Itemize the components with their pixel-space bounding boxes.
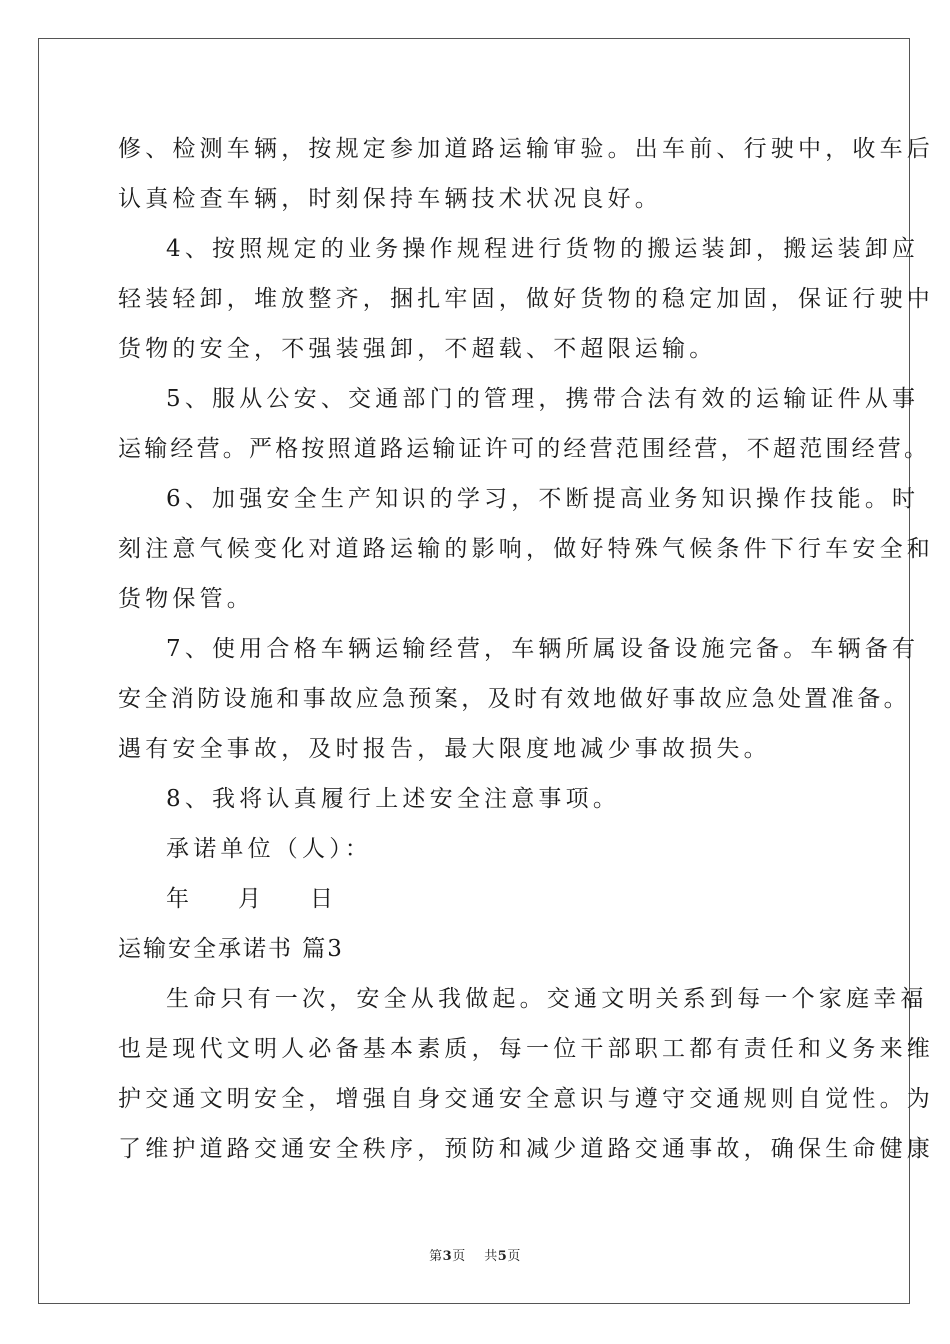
text-line: 货物保管。 [118, 586, 254, 612]
text-line: 安全消防设施和事故应急预案，及时有效地做好事故应急处置准备。 [118, 686, 910, 712]
text-line: 6、加强安全生产知识的学习，不断提高业务知识操作技能。时 [166, 486, 920, 512]
text-line: 护交通文明安全，增强自身交通安全意识与遵守交通规则自觉性。为 [118, 1086, 934, 1112]
paragraph-item-4 [118, 224, 934, 374]
text-line: 认真检查车辆，时刻保持车辆技术状况良好。 [118, 186, 662, 212]
date-year: 年 [166, 886, 189, 912]
date-month: 月 [238, 886, 261, 912]
section-heading: 运输安全承诺书 篇3 [118, 936, 344, 962]
paragraph-item-5 [118, 374, 931, 474]
paragraph-continuation [118, 124, 934, 224]
text-line: 修、检测车辆，按规定参加道路运输审验。出车前、行驶中，收车后 [118, 136, 934, 162]
text-line: 8、我将认真履行上述安全注意事项。 [166, 786, 621, 812]
total-suffix: 页 [507, 1249, 521, 1264]
signature-date [118, 874, 838, 924]
paragraph-intro [118, 974, 934, 1174]
text-line: 遇有安全事故，及时报告，最大限度地减少事故损失。 [118, 736, 771, 762]
text-line: 运输经营。严格按照道路运输证许可的经营范围经营，不超范围经营。 [118, 436, 931, 462]
page-prefix: 第 [429, 1249, 443, 1264]
date-day: 日 [310, 886, 333, 912]
document-body [118, 124, 934, 1174]
text-line: 刻注意气候变化对道路运输的影响，做好特殊气候条件下行车安全和 [118, 536, 934, 562]
total-pages: 5 [497, 1249, 508, 1264]
signature-block [118, 824, 838, 924]
text-line: 了维护道路交通安全秩序，预防和减少道路交通事故，确保生命健康 [118, 1136, 934, 1162]
text-line: 4、按照规定的业务操作规程进行货物的搬运装卸，搬运装卸应 [166, 236, 920, 262]
page-number: 3 [442, 1249, 453, 1264]
paragraph-item-8 [118, 774, 838, 824]
page-suffix: 页 [452, 1249, 466, 1264]
page-footer [0, 1245, 950, 1264]
signature-unit-label: 承诺单位（人）： [166, 836, 373, 862]
text-line: 7、使用合格车辆运输经营，车辆所属设备设施完备。车辆备有 [166, 636, 920, 662]
text-line: 货物的安全，不强装强卸，不超载、不超限运输。 [118, 336, 717, 362]
text-line: 轻装轻卸，堆放整齐，捆扎牢固，做好货物的稳定加固，保证行驶中 [118, 286, 934, 312]
text-line: 5、服从公安、交通部门的管理，携带合法有效的运输证件从事 [166, 386, 920, 412]
paragraph-item-6 [118, 474, 934, 624]
paragraph-item-7 [118, 624, 920, 774]
total-prefix: 共 [484, 1249, 498, 1264]
text-line: 生命只有一次，安全从我做起。交通文明关系到每一个家庭幸福 [166, 986, 928, 1012]
text-line: 也是现代文明人必备基本素质，每一位干部职工都有责任和义务来维 [118, 1036, 934, 1062]
